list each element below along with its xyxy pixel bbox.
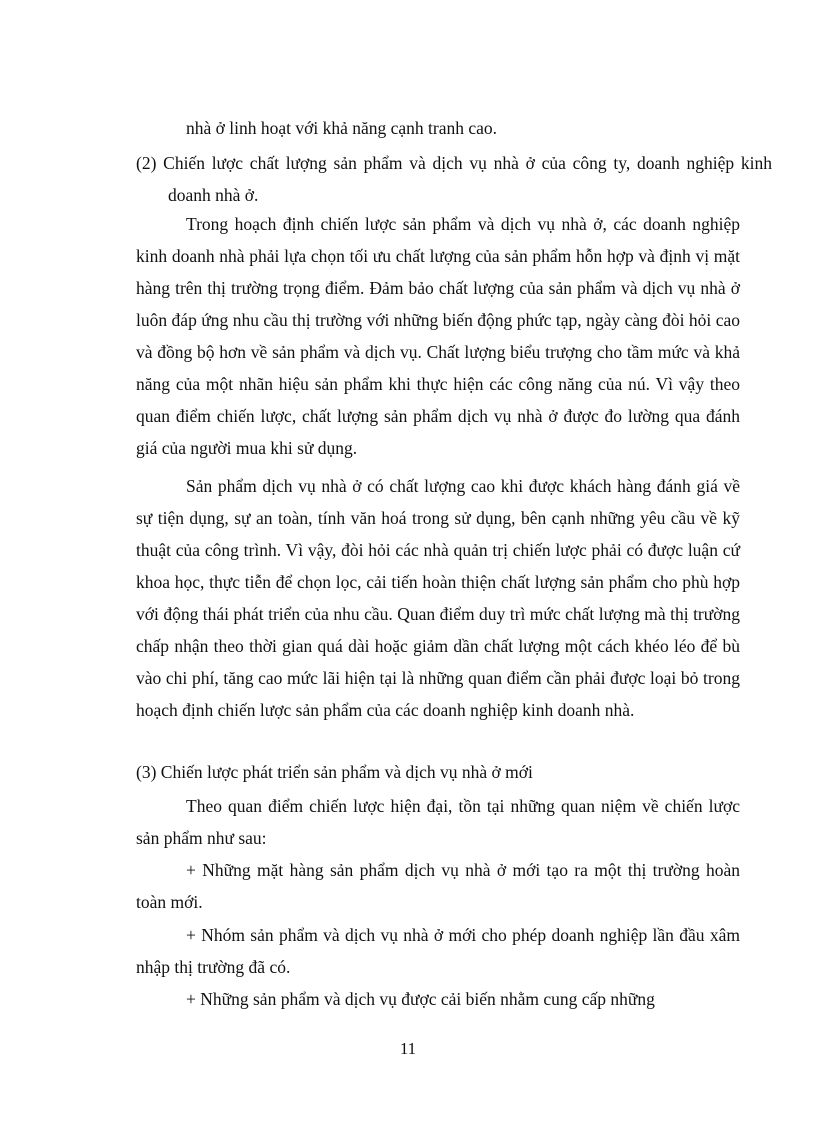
paragraph-modern-view: Theo quan điểm chiến lược hiện đại, tồn tại những quan niệm về chiến lược sản phẩm như sau:: [136, 796, 740, 848]
page-number: 11: [399, 1039, 417, 1058]
paragraph-continuation: nhà ở linh hoạt với khả năng cạnh tranh cao.: [186, 118, 498, 138]
section-heading-2: (2) Chiến lược chất lượng sản phẩm và dịch vụ nhà ở của công ty, doanh nghiệp kinh doanh nhà ở.: [136, 153, 772, 205]
list-item-improved: + Những sản phẩm và dịch vụ được cải biến nhằm cung cấp những: [186, 989, 655, 1009]
paragraph-quality-strategy: Trong hoạch định chiến lược sản phẩm và dịch vụ nhà ở, các doanh nghiệp kinh doanh nhà phải lựa chọn tối ưu chất lượng của sản phẩm hỗn hợp và định vị mặt hàng trên thị trường trọng điểm. Đảm bảo chất lượng của sản phẩm và dịch vụ nhà ở luôn đáp ứng nhu cầu thị trường với những biến động phức tạp, ngày càng đòi hỏi cao và đồng bộ hơn về sản phẩm và dịch vụ. Chất lượng biểu trượng cho tầm mức và khả năng của một nhãn hiệu sản phẩm khi thực hiện các công năng của nú. Vì vậy theo quan điểm chiến lược, chất lượng sản phẩm dịch vụ nhà ở được đo lường qua đánh giá của người mua khi sử dụng.: [136, 214, 740, 458]
list-item-first-entry: + Nhóm sản phẩm và dịch vụ nhà ở mới cho phép doanh nghiệp lần đầu xâm nhập thị trường đã có.: [136, 925, 740, 977]
section-heading-3: (3) Chiến lược phát triển sản phẩm và dịch vụ nhà ở mới: [136, 762, 533, 782]
list-item-new-market: + Những mặt hàng sản phẩm dịch vụ nhà ở mới tạo ra một thị trường hoàn toàn mới.: [136, 860, 740, 912]
paragraph-high-quality: Sản phẩm dịch vụ nhà ở có chất lượng cao khi được khách hàng đánh giá về sự tiện dụng, sự an toàn, tính văn hoá trong sử dụng, bên cạnh những yêu cầu về kỹ thuật của công trình. Vì vậy, đòi hỏi các nhà quản trị chiến lược phải có được luận cứ khoa học, thực tiễn để chọn lọc, cải tiến hoàn thiện chất lượng sản phẩm cho phù hợp với động thái phát triển của nhu cầu. Quan điểm duy trì mức chất lượng mà thị trường chấp nhận theo thời gian quá dài hoặc giảm dần chất lượng một cách khéo léo để bù vào chi phí, tăng cao mức lãi hiện tại là những quan điểm cần phải được loại bỏ trong hoạch định chiến lược sản phẩm của các doanh nghiệp kinh doanh nhà.: [136, 476, 740, 720]
